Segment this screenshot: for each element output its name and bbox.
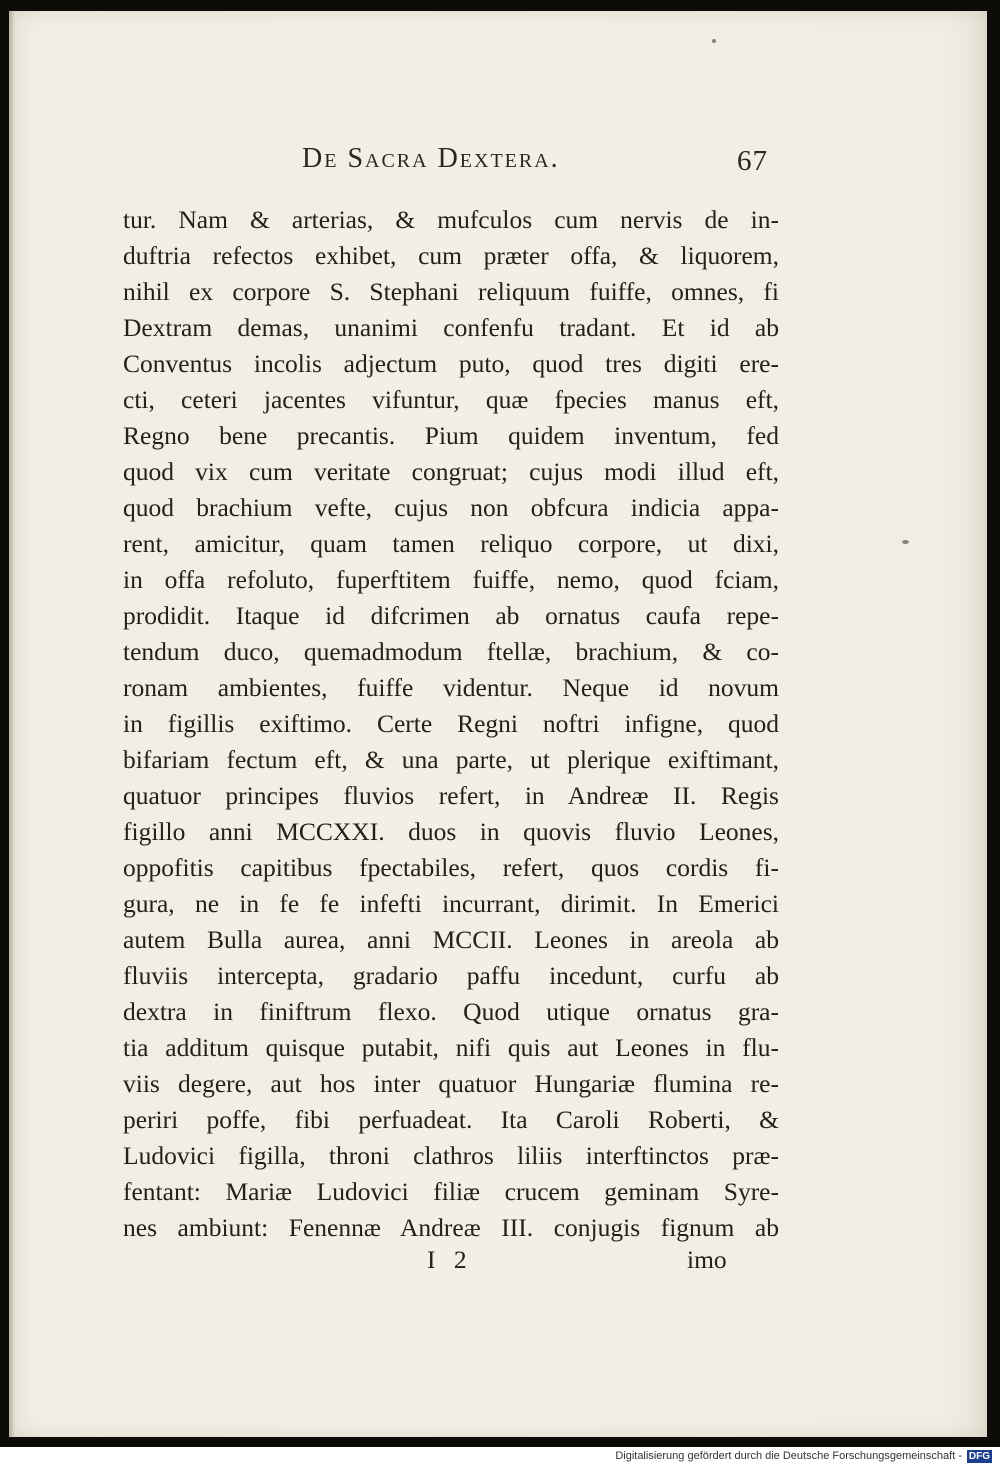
text-line: prodidit. Itaque id difcrimen ab ornatus caufa repe- (123, 601, 779, 630)
text-line: Dextram demas, unanimi confenfu tradant. Et id ab (123, 313, 779, 342)
page-footer (9, 1245, 987, 1281)
text-line: tur. Nam & arterias, & mufculos cum nervis de in- (123, 205, 779, 234)
signature-mark: I 2 (427, 1245, 473, 1274)
text-line: ronam ambientes, fuiffe videntur. Neque id novum (123, 673, 779, 702)
text-line: tia additum quisque putabit, nifi quis aut Leones in flu- (123, 1033, 779, 1062)
text-line: oppofitis capitibus fpectabiles, refert, quos cordis fi- (123, 853, 779, 882)
text-line: in figillis exiftimo. Certe Regni noftri infigne, quod (123, 709, 779, 738)
text-line: periri poffe, fibi perfuadeat. Ita Caroli Roberti, & (123, 1105, 779, 1134)
ink-speck (902, 540, 909, 544)
text-line: duftria refectos exhibet, cum præter offa, & liquorem, (123, 241, 779, 270)
text-line: Conventus incolis adjectum puto, quod tres digiti ere- (123, 349, 779, 378)
text-line: rent, amicitur, quam tamen reliquo corpore, ut dixi, (123, 529, 779, 558)
text-line: quod vix cum veritate congruat; cujus modi illud eft, (123, 457, 779, 486)
text-line: gura, ne in fe fe infefti incurrant, dirimit. In Emerici (123, 889, 779, 918)
text-line: viis degere, aut hos inter quatuor Hungariæ flumina re- (123, 1069, 779, 1098)
book-page (9, 11, 987, 1437)
text-line: nes ambiunt: Fenennæ Andreæ III. conjugis fignum ab (123, 1213, 779, 1242)
digitization-credit-bar (0, 1447, 1000, 1466)
body-text (123, 202, 779, 1246)
ink-speck (712, 39, 716, 43)
text-line: autem Bulla aurea, anni MCCII. Leones in areola ab (123, 925, 779, 954)
text-line: fluviis intercepta, gradario paffu incedunt, curfu ab (123, 961, 779, 990)
text-line: nihil ex corpore S. Stephani reliquum fuiffe, omnes, fi (123, 277, 779, 306)
text-line: tendum duco, quemadmodum ftellæ, brachium, & co- (123, 637, 779, 666)
credit-text: Digitalisierung gefördert durch die Deutsche Forschungsgemeinschaft - (615, 1450, 962, 1462)
page-gutter-shadow (9, 11, 15, 1437)
text-line: figillo anni MCCXXI. duos in quovis fluvio Leones, (123, 817, 779, 846)
text-line: dextra in finiftrum flexo. Quod utique ornatus gra- (123, 997, 779, 1026)
dfg-logo-icon: DFG (968, 1451, 990, 1462)
running-title: De Sacra Dextera. (302, 143, 560, 174)
running-head (9, 143, 987, 183)
text-line: Regno bene precantis. Pium quidem inventum, fed (123, 421, 779, 450)
text-line: fentant: Mariæ Ludovici filiæ crucem geminam Syre- (123, 1177, 779, 1206)
page-number: 67 (737, 145, 768, 177)
text-line: cti, ceteri jacentes vifuntur, quæ fpecies manus eft, (123, 385, 779, 414)
text-line: quatuor principes fluvios refert, in Andreæ II. Regis (123, 781, 779, 810)
text-line: bifariam fectum eft, & una parte, ut plerique exiftimant, (123, 745, 779, 774)
text-line: in offa refoluto, fuperftitem fuiffe, nemo, quod fciam, (123, 565, 779, 594)
text-line: Ludovici figilla, throni clathros liliis interftinctos præ- (123, 1141, 779, 1170)
text-line: quod brachium vefte, cujus non obfcura indicia appa- (123, 493, 779, 522)
catchword: imo (687, 1245, 727, 1274)
